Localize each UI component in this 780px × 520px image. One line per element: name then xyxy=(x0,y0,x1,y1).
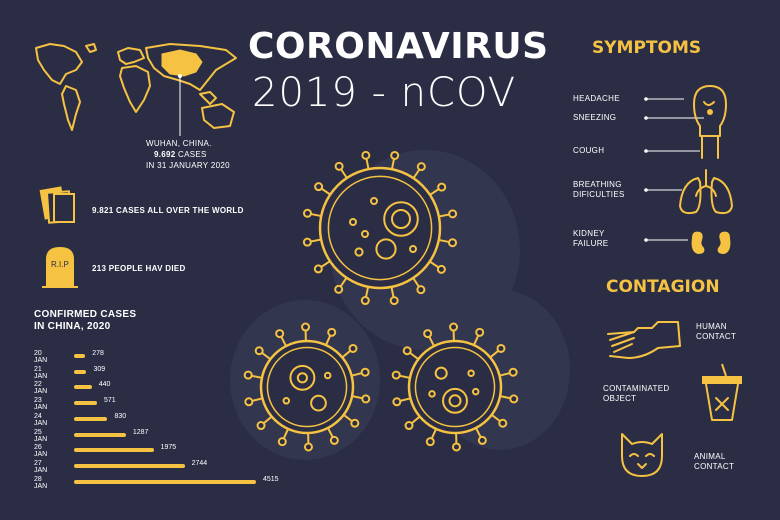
world-cases-text: 9.821 CASES ALL OVER THE WORLD xyxy=(92,206,244,215)
symptom-breathing: BREATHING DIFICULTIES xyxy=(573,180,625,199)
symptom-headache: HEADACHE xyxy=(573,94,620,103)
bar xyxy=(74,417,107,421)
bar-category-label: 25 JAN xyxy=(34,428,48,443)
bar-category-label: 23 JAN xyxy=(34,397,48,412)
bar xyxy=(74,354,85,358)
origin-location: WUHAN, CHINA. xyxy=(146,139,212,148)
origin-date: IN 31 JANUARY 2020 xyxy=(146,161,230,170)
bar-value-label: 571 xyxy=(104,397,116,405)
documents-icon xyxy=(36,184,80,228)
origin-cases xyxy=(154,150,207,160)
bar xyxy=(74,370,86,374)
bar xyxy=(74,464,185,468)
bar-value-label: 1975 xyxy=(160,444,177,452)
bar-category-label: 26 JAN xyxy=(34,444,48,459)
contagion-human: HUMAN CONTACT xyxy=(696,322,737,341)
bar-value-label: 309 xyxy=(93,365,106,373)
bar xyxy=(74,401,97,405)
bar-category-label: 24 JAN xyxy=(34,412,48,427)
bar xyxy=(74,480,256,484)
origin-case-count: 9.692 xyxy=(154,150,176,159)
tombstone-icon xyxy=(40,243,80,289)
bar-value-label: 1287 xyxy=(132,428,149,436)
bar-category-label: 21 JAN xyxy=(34,365,48,380)
virus-icon xyxy=(285,140,475,310)
cat-icon xyxy=(616,430,668,480)
bar xyxy=(74,385,92,389)
bar-value-label: 4515 xyxy=(263,475,279,483)
deaths-text: 213 PEOPLE HAV DIED xyxy=(92,264,186,273)
virus-icon xyxy=(232,312,382,462)
bar xyxy=(74,448,154,452)
contagion-animal: ANIMAL CONTACT xyxy=(694,452,735,471)
bar xyxy=(74,433,126,437)
symptoms-heading: SYMPTOMS xyxy=(592,38,702,58)
world-map-icon xyxy=(30,40,245,140)
hand-icon xyxy=(604,318,684,362)
lungs-icon xyxy=(676,166,736,218)
bar-value-label: 2744 xyxy=(191,459,208,467)
kidney-icon xyxy=(688,228,734,256)
head-icon xyxy=(686,82,736,162)
contagion-object: CONTAMINATED OBJECT xyxy=(603,384,670,403)
symptom-sneezing: SNEEZING xyxy=(573,113,617,122)
virus-icon xyxy=(380,312,530,462)
cup-icon xyxy=(696,362,748,424)
contagion-heading: CONTAGION xyxy=(606,277,720,297)
bar-category-label: 27 JAN xyxy=(34,459,48,474)
bar-value-label: 440 xyxy=(98,381,111,389)
bar-category-label: 20 JAN xyxy=(34,350,48,364)
origin-case-suffix: CASES xyxy=(175,150,207,159)
chart-title: CONFIRMED CASES IN CHINA, 2020 xyxy=(34,309,137,332)
bar-value-label: 830 xyxy=(114,412,127,420)
bar-value-label: 278 xyxy=(92,350,104,357)
page-subtitle: 2019 - nCOV xyxy=(252,70,517,116)
bar-category-label: 28 JAN xyxy=(34,475,48,490)
symptom-cough: COUGH xyxy=(573,146,605,155)
symptom-kidney: KIDNEY FAILURE xyxy=(573,229,609,248)
bar-category-label: 22 JAN xyxy=(34,381,48,396)
tombstone-text: R.I.P xyxy=(51,260,69,269)
page-title: CORONAVIRUS xyxy=(248,26,549,67)
